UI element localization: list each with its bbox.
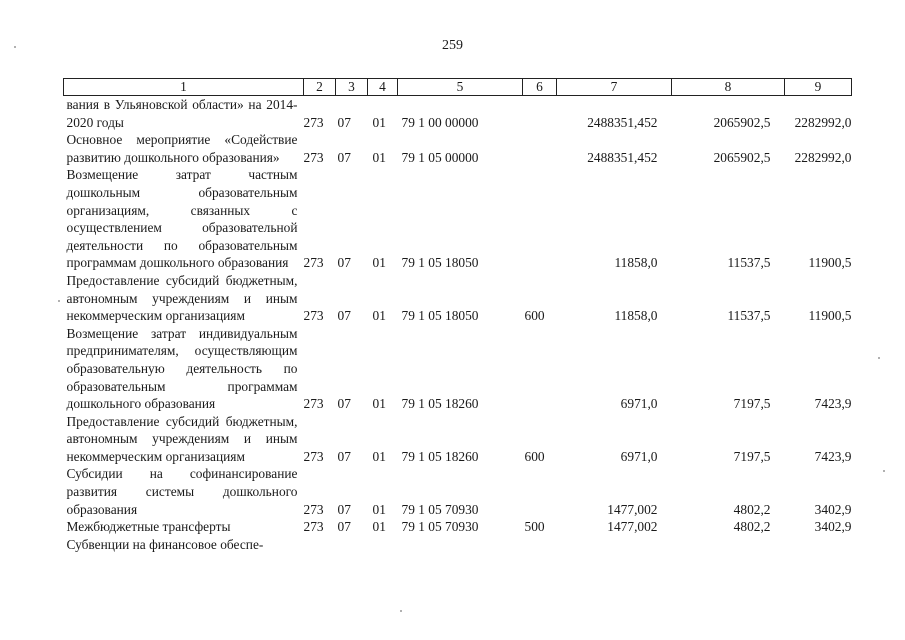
row-name: Субсидии на софинансирование развития системы дошкольного образования [66,466,298,517]
table-row [64,166,852,272]
row-value-9: 3402,9 [814,519,852,535]
header-cell-8: 8 [672,79,785,96]
header-cell-6: 6 [523,79,557,96]
scan-speck [58,300,60,302]
row-code-5: 79 1 05 18260 [401,448,479,464]
table-body [64,96,852,554]
row-code-4: 01 [372,308,386,324]
row-value-8: 4802,2 [733,501,771,517]
row-code-4: 01 [372,448,386,464]
row-code-2: 273 [303,255,324,271]
scan-speck [883,470,885,472]
row-code-6: 500 [524,519,545,535]
row-code-3 [336,536,368,554]
row-code-6 [523,96,557,132]
row-value-8: 7197,5 [733,448,771,464]
row-value-7: 1477,002 [607,519,658,535]
row-code-6: 600 [524,448,545,464]
row-value-7: 6971,0 [620,448,658,464]
row-code-6 [523,465,557,518]
row-value-8: 11537,5 [727,255,771,271]
row-value-7: 1477,002 [607,501,658,517]
row-name: Предоставление субсидий бюджетным, автономным учреждениям и иным некоммерческим организациям [66,413,298,464]
row-code-2: 273 [303,501,324,517]
row-code-5: 79 1 05 70930 [401,519,479,535]
row-code-3: 07 [337,114,351,130]
header-cell-2: 2 [304,79,336,96]
row-value-9 [785,536,852,554]
row-code-2: 273 [303,149,324,165]
table-row [64,96,852,132]
row-code-2: 273 [303,396,324,412]
row-code-4: 01 [372,255,386,271]
row-name: вания в Ульяновской области» на 2014-2020 годы [66,97,298,130]
row-name: Возмещение затрат индивидуальным предпринимателям, осуществляющим образовательную деятельность по образовательным программам дошкольного образования [66,325,298,412]
row-value-8: 2065902,5 [713,114,771,130]
row-value-9: 11900,5 [808,255,852,271]
row-code-6 [523,131,557,166]
row-value-7 [557,536,672,554]
scan-speck [14,46,16,48]
row-code-3: 07 [337,255,351,271]
row-code-4: 01 [372,519,386,535]
row-value-9: 11900,5 [808,308,852,324]
table-row [64,131,852,166]
row-code-2: 273 [303,519,324,535]
row-code-5 [398,536,523,554]
row-value-8: 7197,5 [733,396,771,412]
table-row [64,325,852,413]
row-value-8: 4802,2 [733,519,771,535]
header-cell-7: 7 [557,79,672,96]
row-code-3: 07 [337,519,351,535]
row-code-3: 07 [337,396,351,412]
table-header-row [64,79,852,96]
row-code-5: 79 1 05 18050 [401,255,479,271]
row-code-3: 07 [337,308,351,324]
table-row [64,413,852,466]
row-code-6: 600 [524,308,545,324]
header-cell-9: 9 [785,79,852,96]
row-value-8 [672,536,785,554]
header-cell-5: 5 [398,79,523,96]
row-value-7: 11858,0 [614,308,658,324]
header-cell-1: 1 [64,79,304,96]
row-code-6 [523,166,557,272]
page-number: 259 [442,38,463,53]
row-name: Межбюджетные трансферты [66,519,231,535]
row-code-4 [368,536,398,554]
row-code-3: 07 [337,448,351,464]
row-value-7: 2488351,452 [587,114,658,130]
row-name: Основное мероприятие «Содействие развитию дошкольного образования» [66,132,298,165]
row-code-5: 79 1 05 70930 [401,501,479,517]
header-cell-3: 3 [336,79,368,96]
row-value-7: 11858,0 [614,255,658,271]
row-code-5: 79 1 05 18260 [401,396,479,412]
header-cell-4: 4 [368,79,398,96]
budget-table [63,78,852,553]
row-value-9: 3402,9 [814,501,852,517]
row-code-2: 273 [303,448,324,464]
row-code-3: 07 [337,501,351,517]
row-name: Возмещение затрат частным дошкольным образовательным организациям, связанных с осуществлением образовательной деятельности по образовательным программам дошкольного образования [66,167,298,271]
row-value-8: 11537,5 [727,308,771,324]
row-value-9: 7423,9 [814,448,852,464]
table-row [64,518,852,536]
row-code-3: 07 [337,149,351,165]
row-code-5: 79 1 05 00000 [401,149,479,165]
table-row [64,272,852,325]
row-value-9: 2282992,0 [794,114,852,130]
row-value-9: 2282992,0 [794,149,852,165]
row-value-7: 2488351,452 [587,149,658,165]
row-code-4: 01 [372,396,386,412]
row-code-4: 01 [372,149,386,165]
row-value-9: 7423,9 [814,396,852,412]
row-code-2: 273 [303,114,324,130]
row-code-5: 79 1 05 18050 [401,308,479,324]
row-code-2: 273 [303,308,324,324]
row-code-6 [523,536,557,554]
row-name: Субвенции на финансовое обеспе- [66,536,264,552]
row-value-7: 6971,0 [620,396,658,412]
scan-speck [878,357,880,359]
row-code-4: 01 [372,501,386,517]
row-code-6 [523,325,557,413]
row-code-5: 79 1 00 00000 [401,114,479,130]
row-code-2 [304,536,336,554]
scan-speck [400,610,402,612]
table-row [64,465,852,518]
row-value-8: 2065902,5 [713,149,771,165]
table-row [64,536,852,554]
row-code-4: 01 [372,114,386,130]
row-name: Предоставление субсидий бюджетным, автономным учреждениям и иным некоммерческим организациям [66,272,298,324]
